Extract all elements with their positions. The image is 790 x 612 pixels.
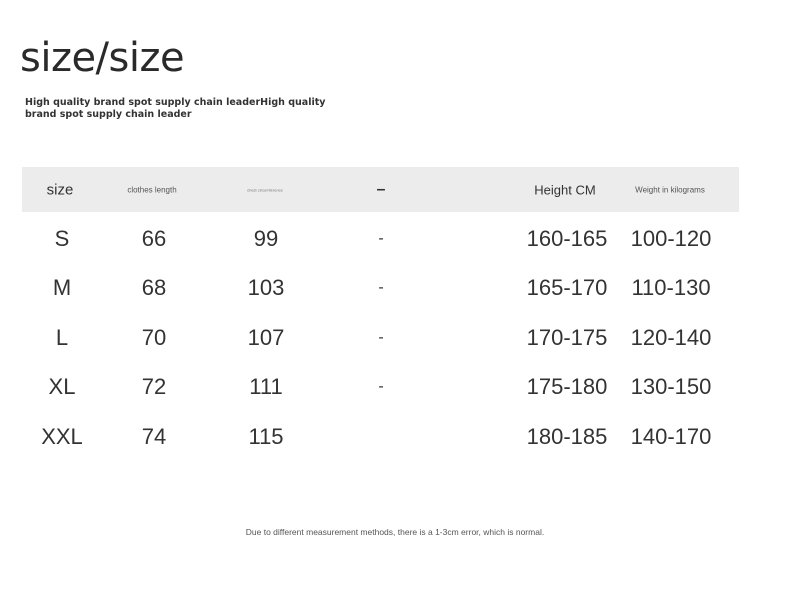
measurement-note: Due to different measurement methods, there is a 1-3cm error, which is normal.	[245, 527, 545, 537]
cell-chest: 99	[253, 225, 279, 251]
cell-chest: 103	[247, 275, 285, 301]
cell-size: S	[54, 225, 70, 251]
cell-dash: -	[378, 229, 384, 247]
header-blank: –	[376, 180, 386, 198]
cell-chest: 115	[248, 423, 284, 449]
table-row	[22, 363, 739, 413]
table-header-row	[22, 167, 739, 212]
cell-weight: 120-140	[630, 324, 712, 350]
cell-weight: 140-170	[630, 423, 712, 449]
cell-weight: 100-120	[630, 225, 712, 251]
cell-height: 160-165	[526, 225, 608, 251]
header-weight: Weight in kilograms	[635, 185, 705, 194]
size-table	[22, 167, 739, 462]
table-row	[22, 412, 739, 462]
cell-length: 74	[141, 423, 167, 449]
header-chest: chest circumference	[247, 187, 283, 192]
cell-chest: 107	[247, 324, 285, 350]
cell-dash: -	[378, 378, 384, 396]
table-row	[22, 313, 739, 363]
cell-size: XL	[48, 374, 76, 400]
table-row	[22, 214, 739, 264]
cell-chest: 111	[249, 374, 283, 400]
table-row	[22, 264, 739, 314]
header-size: size	[46, 181, 74, 198]
cell-dash: -	[378, 279, 384, 297]
cell-size: M	[52, 275, 72, 301]
cell-height: 180-185	[526, 423, 608, 449]
cell-length: 72	[141, 374, 167, 400]
cell-weight: 110-130	[631, 275, 711, 301]
cell-size: L	[55, 324, 69, 350]
cell-height: 165-170	[526, 275, 608, 301]
cell-size: XXL	[41, 423, 83, 449]
page-subtitle: High quality brand spot supply chain leaderHigh quality brand spot supply chain leader	[25, 97, 326, 120]
cell-dash: -	[378, 328, 384, 346]
table-body	[22, 212, 739, 462]
cell-length: 66	[141, 225, 167, 251]
cell-weight: 130-150	[630, 374, 712, 400]
header-height: Height CM	[534, 182, 596, 197]
cell-length: 70	[141, 324, 167, 350]
cell-height: 170-175	[526, 324, 608, 350]
cell-height: 175-180	[526, 374, 608, 400]
header-clothes-length: clothes length	[127, 185, 177, 194]
page-title: size/size	[20, 35, 185, 81]
cell-length: 68	[141, 275, 167, 301]
